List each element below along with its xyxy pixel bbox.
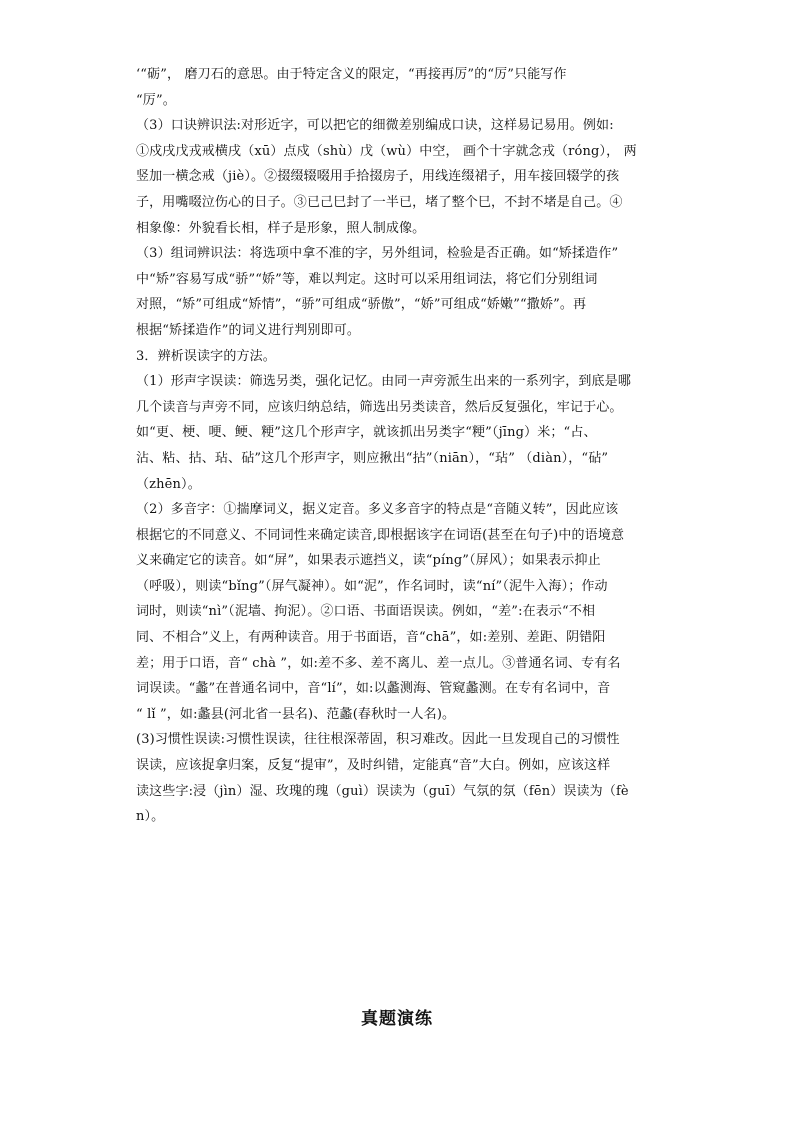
text-line: 子，用嘴啜泣伤心的日子。③已己巳封了一半已，堵了整个巳，不封不堵是自己。④ [136,194,623,210]
text-line: 同、不相合”义上，有两种读音。用于书面语，音“chā”，如:差别、差距、阴错阳 [136,630,606,646]
text-line: 词误读。“蠡”在普通名词中，音“lí”，如:以蠡测海、管窥蠡测。在专有名词中，音 [136,681,611,697]
text-line: （zhēn）。 [136,476,201,492]
text-line: 沾、粘、拈、玷、砧”这几个形声字，则应揪出“拈”（niān），“玷” （diàn），“砧” [136,450,609,466]
text-line: 读这些字:浸（jìn）湿、玫瑰的瑰（guì）误读为（guī）气氛的氛（fēn）误读为（fè [136,783,629,799]
text-line: 词时，则读“nì”（泥墙、拘泥）。②口语、书面语误读。例如，“差”:在表示“不相 [136,604,596,620]
text-line: （2）多音字：①揣摩词义，据义定音。多义多音字的特点是“音随义转”，因此应该 [136,502,619,518]
text-line: ‘“砺”， 磨刀石的意思。由于特定含义的限定，“再接再厉”的“厉”只能写作 [136,67,567,82]
text-line: 相象像：外貌看长相，样子是形象，照人制成像。 [136,220,426,236]
text-line: 对照，“矫”可组成“矫情”，“骄”可组成“骄傲”，“娇”可组成“娇嫩”“撒娇”。再 [136,297,587,313]
text-line: （3）口诀辨识法:对形近字，可以把它的细微差别编成口诀，这样易记易用。例如: [136,118,614,134]
text-line: 中“矫”容易写成“骄”“娇”等，难以判定。这时可以采用组词法，将它们分别组词 [136,271,598,287]
text-line: 如“更、梗、哽、鲠、粳”这几个形声字，就该抓出另类字“粳”（jīng）米；“占、 [136,425,597,441]
document-body [136,62,666,830]
text-line: （呼吸），则读“bǐng”（屏气凝神）。如“泥”，作名词时，读“ní”（泥牛入海）；作动 [136,578,608,594]
text-line: （1）形声字误读：筛选另类，强化记忆。由同一声旁派生出来的一系列字，到底是哪 [136,374,631,390]
text-line: 几个读音与声旁不同，应该归纳总结，筛选出另类读音，然后反复强化，牢记于心。 [136,399,623,415]
text-line: 误读，应该捉拿归案，反复“提审”，及时纠错，定能真“音”大白。例如，应该这样 [136,758,611,774]
section-title: 真题演练 [361,1009,433,1029]
text-line: “ lǐ ”，如:蠡县(河北省一县名)、范蠡(春秋时一人名)。 [136,706,456,722]
text-line: 根据它的不同意义、不同词性来确定读音,即根据该字在词语(甚至在句子)中的语境意 [136,527,625,543]
text-line: 差；用于口语，音“ chà ”，如:差不多、差不离儿、差一点儿。③普通名词、专有名 [136,655,621,671]
text-line: 3．辨析误读字的方法。 [136,348,276,364]
text-line: (3)习惯性误读:习惯性误读，往往根深蒂固，积习难改。因此一旦发现自己的习惯性 [136,732,620,748]
text-line: “厉”。 [136,92,176,108]
text-line: ①戍戌戊戎戒横戌（xū）点戍（shù）戊（wù）中空， 画个十字就念戎（róng）， 两 [136,143,637,159]
text-line: 义来确定它的读音。如“屏”，如果表示遮挡义，读“píng”（屏风）；如果表示抑止 [136,553,601,569]
text-line: （3）组词辨识法：将选项中拿不准的字，另外组词，检验是否正确。如“矫揉造作” [136,246,619,262]
text-line: 竖加一横念戒（jiè）。②掇缀辍啜用手拾掇房子，用线连缀裙子，用车接回辍学的孩 [136,169,620,185]
text-line: 根据“矫揉造作”的词义进行判别即可。 [136,322,360,338]
text-line: n）。 [136,809,165,825]
